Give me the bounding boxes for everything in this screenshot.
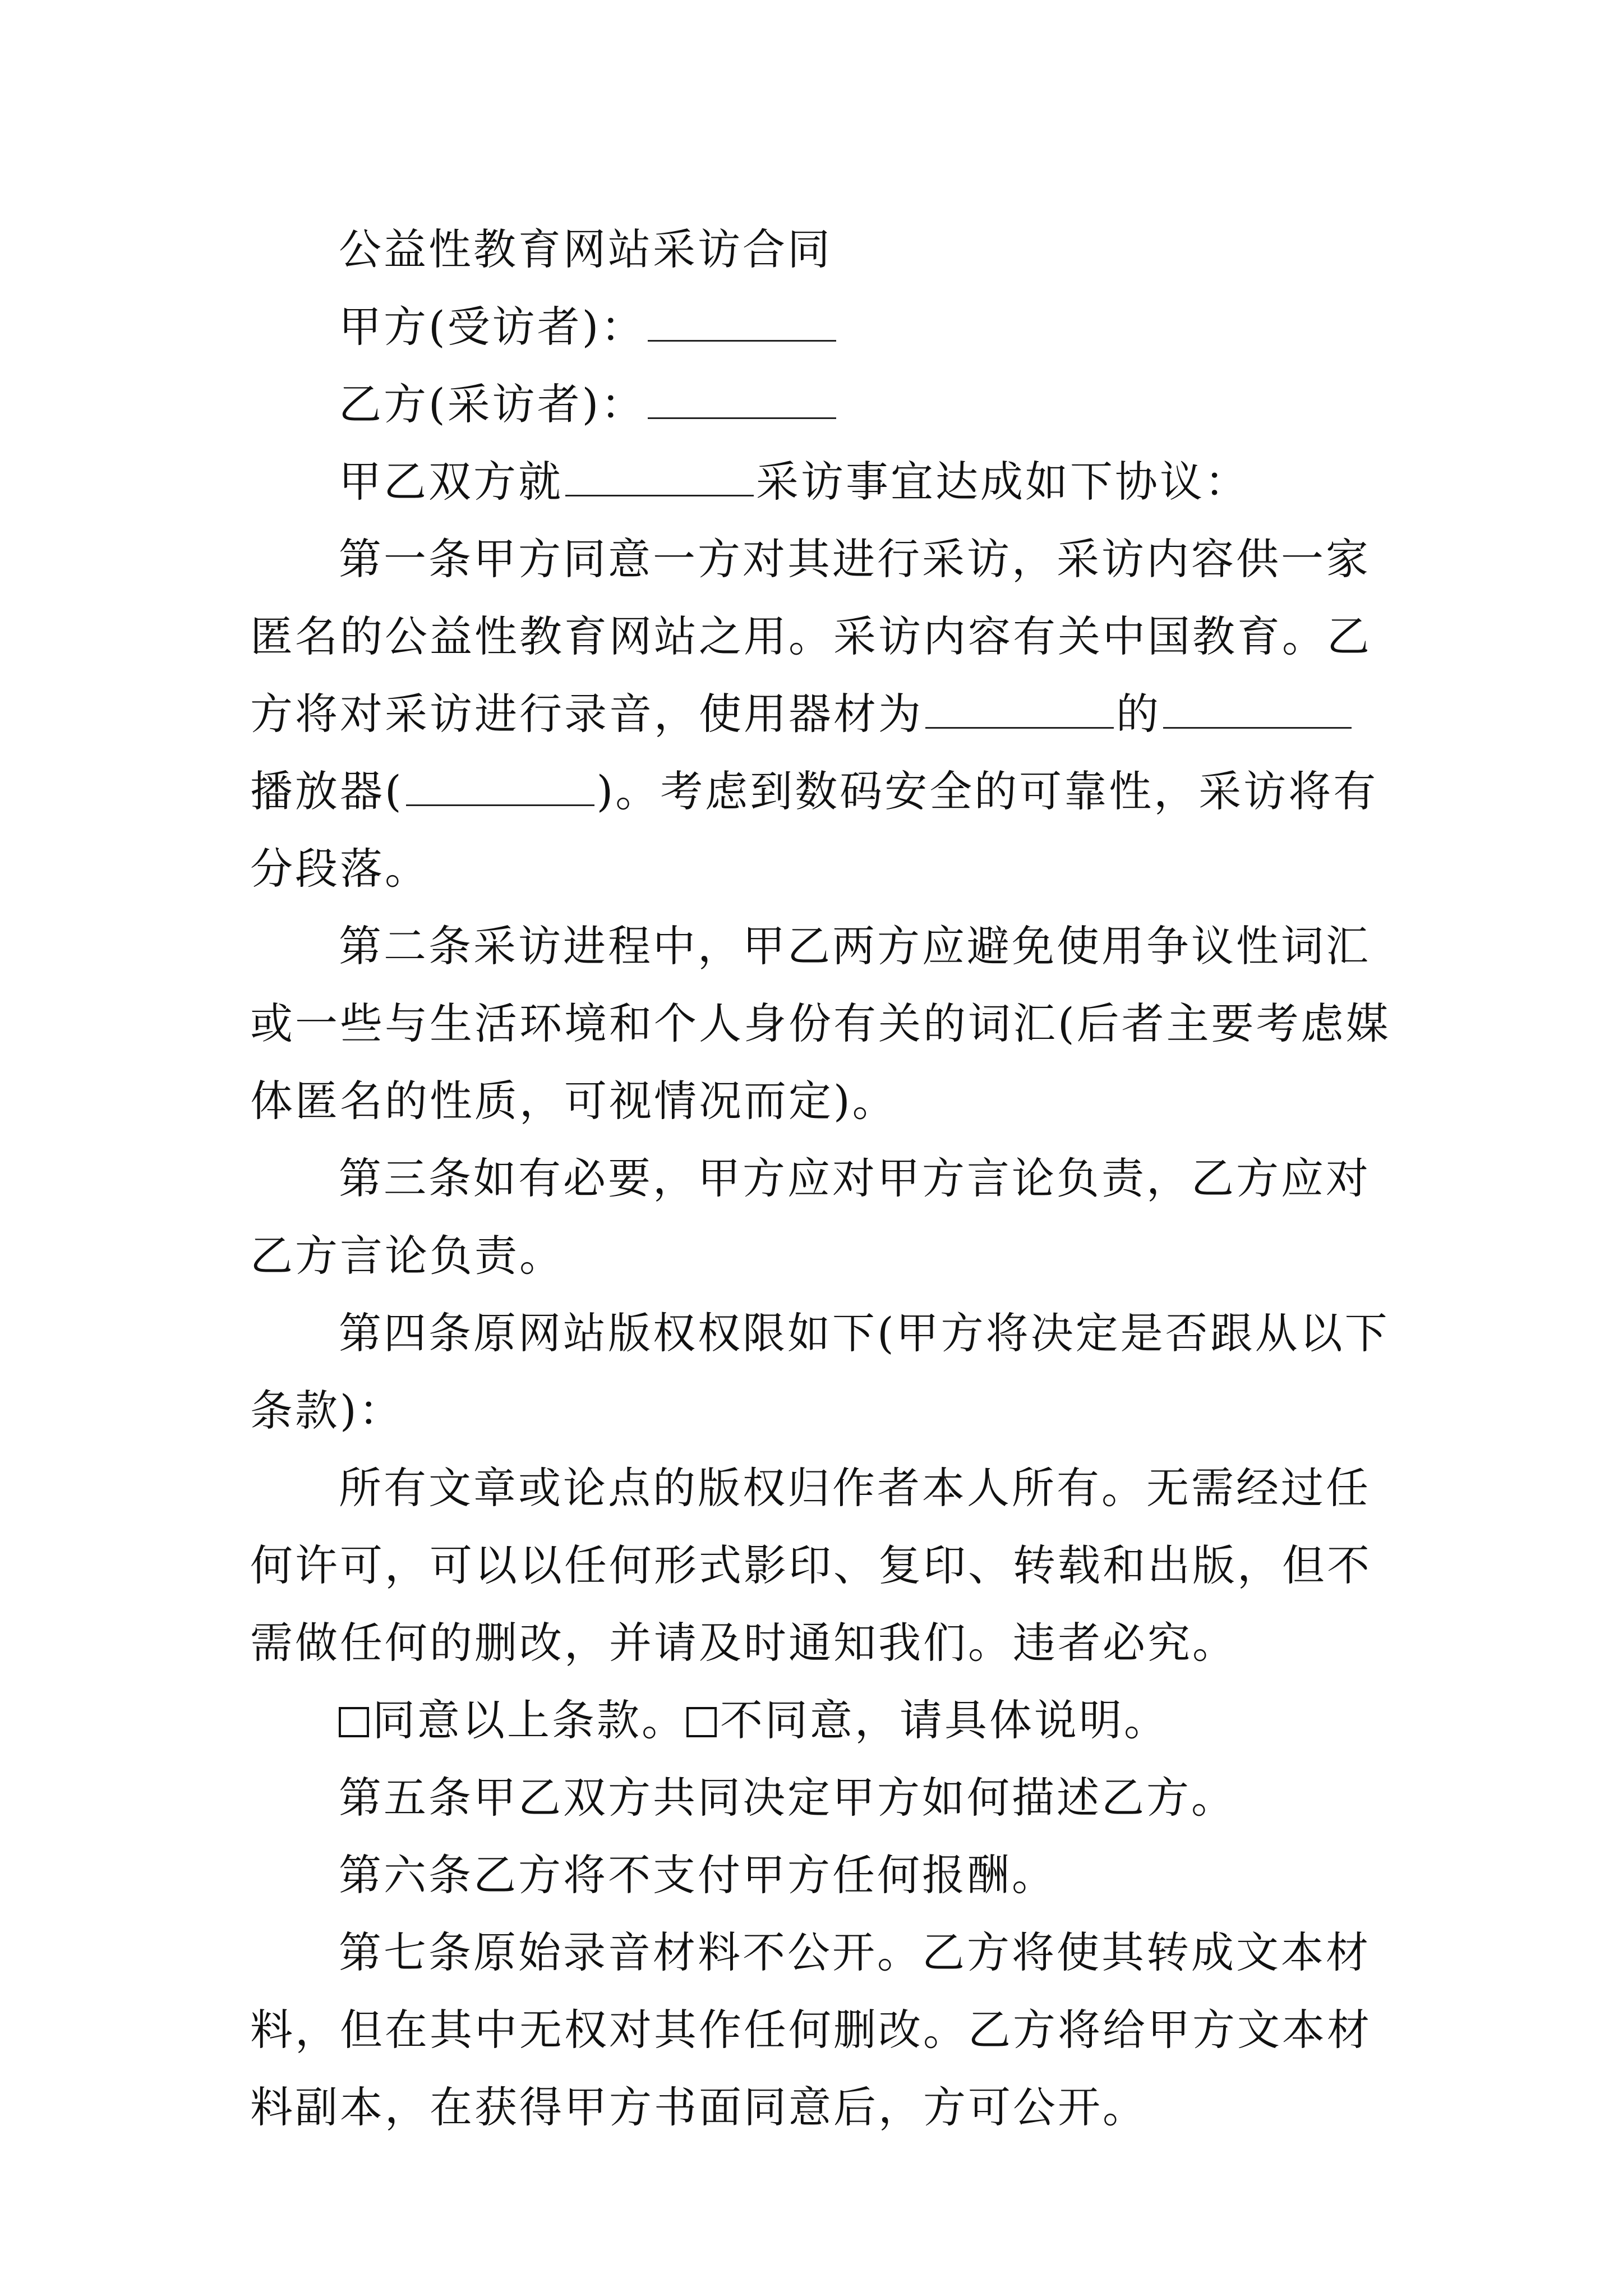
- article-1-part4: )。考虑到数码安全的可靠性，采访将有分段落。: [250, 766, 1378, 894]
- contract-body: [250, 211, 1394, 2146]
- article-3: [250, 1140, 1394, 1295]
- article-6-text: 第六条乙方将不支付甲方任何报酬。: [339, 1850, 1057, 1900]
- article-2: [250, 908, 1394, 1140]
- article-6: [250, 1837, 1394, 1914]
- article-1-part3: 播放器(: [250, 766, 404, 816]
- article-2-text: 第二条采访进程中，甲乙两方应避免使用争议性词汇或一些与生活环境和个人身份有关的词汇(后者主要考虑媒体匿名的性质，可视情况而定)。: [250, 921, 1391, 1126]
- model-blank: [406, 769, 594, 806]
- copyright-clause: [250, 1450, 1394, 1682]
- party-b-label: 乙方(采访者)：: [339, 379, 646, 429]
- agree-checkbox[interactable]: [339, 1707, 369, 1737]
- party-b-blank: [648, 381, 836, 419]
- article-4: [250, 1295, 1394, 1450]
- contract-title: [250, 211, 1394, 288]
- party-a-line: [250, 288, 1394, 366]
- article-3-text: 第三条如有必要，甲方应对甲方言论负责，乙方应对乙方言论负责。: [250, 1153, 1371, 1281]
- disagree-checkbox[interactable]: [686, 1707, 717, 1737]
- intro-line: [250, 443, 1394, 521]
- agreement-options: [250, 1682, 1394, 1759]
- disagree-option-label: 不同意，请具体说明。: [720, 1695, 1169, 1745]
- article-1-part2: 的: [1116, 689, 1161, 739]
- brand-blank: [1163, 691, 1352, 729]
- contract-title-text: 公益性教育网站采访合同: [339, 224, 832, 274]
- article-7: [250, 1914, 1394, 2146]
- party-b-line: [250, 366, 1394, 443]
- intro-prefix: 甲乙双方就: [339, 457, 563, 507]
- party-a-label: 甲方(受访者)：: [339, 302, 646, 352]
- article-5-text: 第五条甲乙双方共同决定甲方如何描述乙方。: [339, 1773, 1236, 1823]
- copyright-clause-text: 所有文章或论点的版权归作者本人所有。无需经过任何许可，可以以任何形式影印、复印、转载和出版，但不需做任何的删改，并请及时通知我们。违者必究。: [250, 1463, 1372, 1668]
- intro-suffix: 采访事宜达成如下协议：: [756, 457, 1249, 507]
- article-1-part1: 第一条甲方同意一方对其进行采访，采访内容供一家匿名的公益性教育网站之用。采访内容有关中国教育。乙方将对采访进行录音，使用器材为: [250, 534, 1372, 739]
- agree-option-label: 同意以上条款。: [372, 1695, 686, 1745]
- equipment-blank: [925, 691, 1114, 729]
- article-7-text: 第七条原始录音材料不公开。乙方将使其转成文本材料，但在其中无权对其作任何删改。乙方将给甲方文本材料副本，在获得甲方书面同意后，方可公开。: [250, 1927, 1372, 2132]
- article-4-text: 第四条原网站版权权限如下(甲方将决定是否跟从以下条款)：: [250, 1308, 1390, 1435]
- article-1: [250, 521, 1394, 908]
- party-a-blank: [648, 304, 836, 342]
- interview-topic-blank: [565, 459, 754, 496]
- article-5: [250, 1759, 1394, 1837]
